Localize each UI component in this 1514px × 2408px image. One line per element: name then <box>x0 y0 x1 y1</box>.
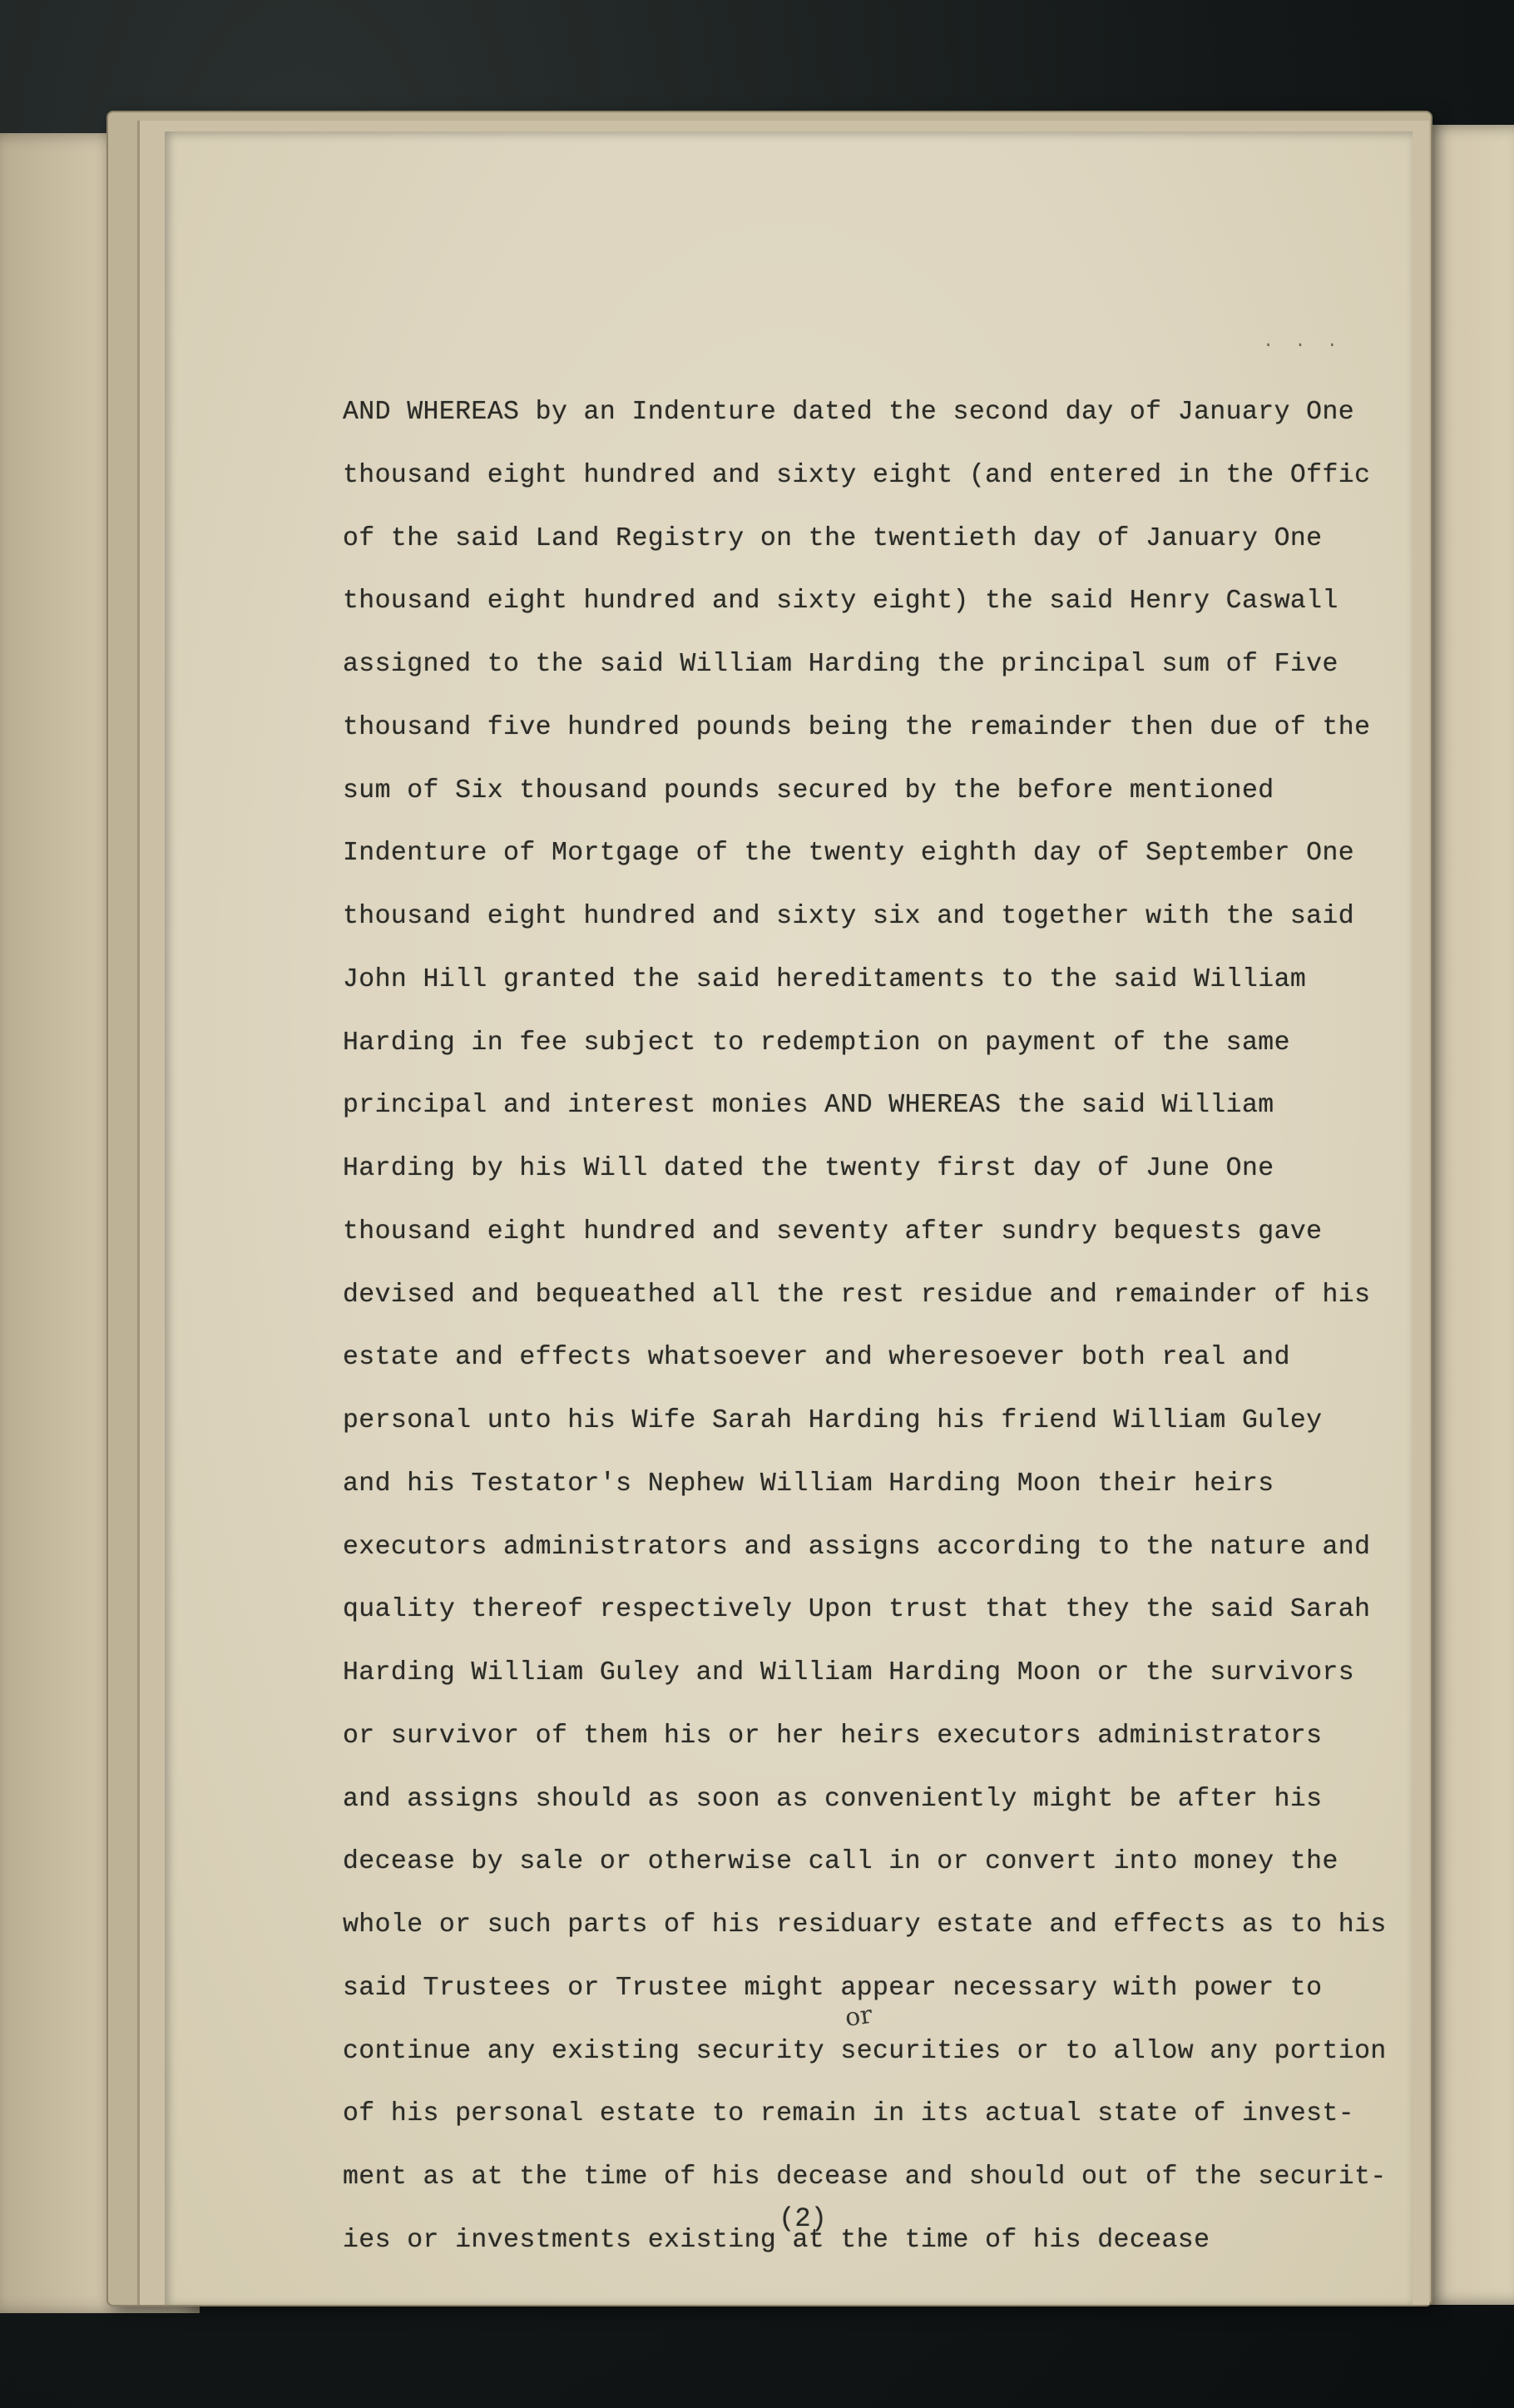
text-line: Harding by his Will dated the twenty first day of June One <box>343 1154 1274 1183</box>
text-line: Harding in fee subject to redemption on payment of the same <box>343 1028 1290 1058</box>
text-line: said Trustees or Trustee might appear necessary with power to <box>343 1973 1323 2003</box>
text-line: thousand five hundred pounds being the remainder then due of the <box>343 712 1371 742</box>
text-line: Indenture of Mortgage of the twenty eighth day of September One <box>343 839 1355 869</box>
text-line: thousand eight hundred and seventy after sundry bequests gave <box>343 1216 1323 1246</box>
text-line: continue any existing security securities or to allow any portion <box>343 2036 1387 2066</box>
document-body <box>343 388 1408 2279</box>
text-line: personal unto his Wife Sarah Harding his friend William Guley <box>343 1406 1323 1435</box>
faint-marks: . . . <box>1263 331 1343 352</box>
text-line: executors administrators and assigns according to the nature and <box>343 1532 1371 1562</box>
text-line: sum of Six thousand pounds secured by the before mentioned <box>343 775 1274 805</box>
handwritten-insertion-mark: or <box>843 1999 874 2034</box>
text-line: or survivor of them his or her heirs executors administrators <box>343 1721 1323 1751</box>
text-line: quality thereof respectively Upon trust that they the said Sarah <box>343 1595 1371 1625</box>
text-line: and his Testator's Nephew William Harding Moon their heirs <box>343 1469 1274 1499</box>
text-line: of his personal estate to remain in its actual state of invest- <box>343 2099 1355 2129</box>
text-line: thousand eight hundred and sixty six and together with the said <box>343 902 1355 931</box>
text-line: whole or such parts of his residuary estate and effects as to his <box>343 1910 1387 1940</box>
text-line: ment as at the time of his decease and should out of the securit- <box>343 2163 1387 2192</box>
text-line: John Hill granted the said hereditaments to the said William <box>343 964 1307 994</box>
text-line: estate and effects whatsoever and wheresoever both real and <box>343 1343 1290 1373</box>
text-line: thousand eight hundred and sixty eight (and entered in the Offic <box>343 460 1371 490</box>
text-line: and assigns should as soon as conveniently might be after his <box>343 1784 1323 1814</box>
text-line: devised and bequeathed all the rest residue and remainder of his <box>343 1280 1371 1310</box>
text-line: of the said Land Registry on the twentieth day of January One <box>343 523 1323 553</box>
text-line: principal and interest monies AND WHEREAS the said William <box>343 1091 1274 1121</box>
text-line: ies or investments existing at the time of his decease <box>343 2225 1210 2255</box>
text-line: decease by sale or otherwise call in or convert into money the <box>343 1847 1338 1877</box>
text-line: assigned to the said William Harding the principal sum of Five <box>343 650 1338 679</box>
text-line: Harding William Guley and William Harding Moon or the survivors <box>343 1658 1355 1687</box>
page-number: (2) <box>779 2203 827 2234</box>
text-line: thousand eight hundred and sixty eight) the said Henry Caswall <box>343 587 1338 617</box>
text-line: AND WHEREAS by an Indenture dated the second day of January One <box>343 398 1355 427</box>
